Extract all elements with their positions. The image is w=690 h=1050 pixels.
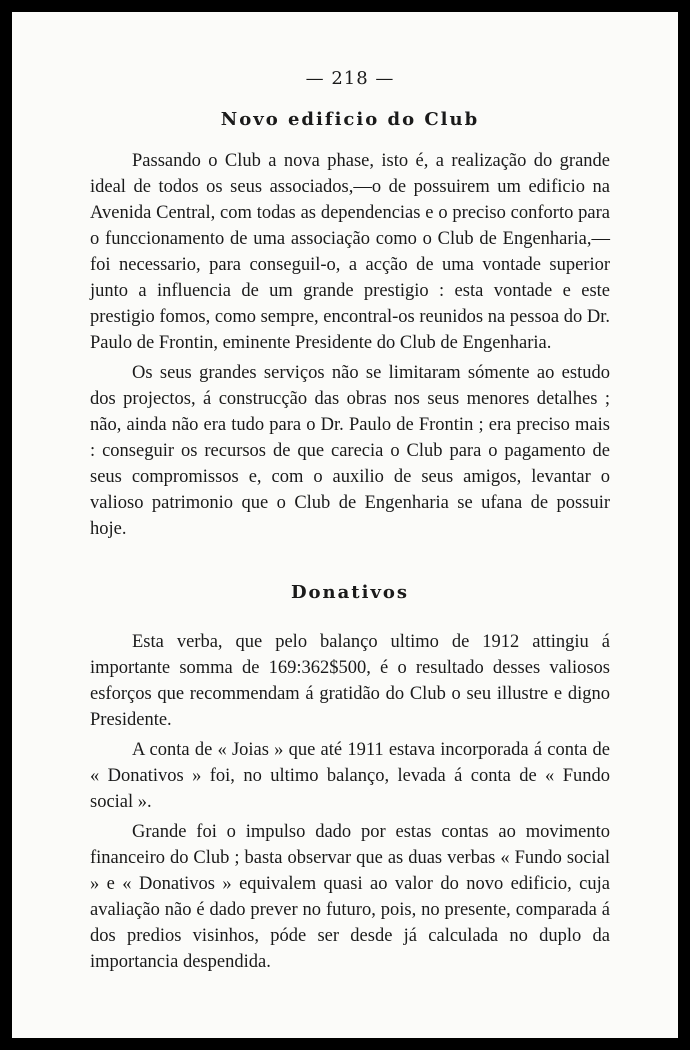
page-content <box>90 68 610 979</box>
paragraph: Grande foi o impulso dado por estas contas ao movimento financeiro do Club ; basta observar que as duas verbas « Fundo social » e « Donativos » equivalem quasi ao valor do novo edificio, cuja avaliação não é dado prever no futuro, pois, no presente, comparada á dos predios visinhos, póde ser desde já calculada no duplo da importancia despendida. <box>90 822 610 972</box>
paragraph: Esta verba, que pelo balanço ultimo de 1912 attingiu á importante somma de 169:362$500, é o resultado desses valiosos esforços que recommendam á gratidão do Club o seu illustre e digno Presidente. <box>90 632 610 730</box>
section-title-donativos: Donativos <box>290 582 410 603</box>
paragraph: Passando o Club a nova phase, isto é, a realização do grande ideal de todos os seus associados,—o de possuirem um edificio na Avenida Central, com todas as dependencias e o preciso conforto para o funccionamento de uma associação como o Club de Engenharia,— foi necessario, para conseguil-o, a acção de uma vontade superior junto a influencia de um grande prestigio : esta vontade e este prestigio fomos, como sempre, encontral-os reunidos na pessoa do Dr. Paulo de Frontin, eminente Presidente do Club de Engenharia. <box>90 151 610 353</box>
section-title-novo-edificio: Novo edificio do Club <box>220 109 480 130</box>
page-number: — 218 — <box>305 68 395 89</box>
paragraph: Os seus grandes serviços não se limitaram sómente ao estudo dos projectos, á construcção das obras nos seus menores detalhes ; não, ainda não era tudo para o Dr. Paulo de Frontin ; era preciso mais : conseguir os recursos de que carecia o Club para o pagamento de seus compromissos e, com o auxilio de seus amigos, levantar o valioso patrimonio que o Club de Engenharia se ufana de possuir hoje. <box>90 363 610 539</box>
paragraph: A conta de « Joias » que até 1911 estava incorporada á conta de « Donativos » foi, no ultimo balanço, levada á conta de « Fundo social ». <box>90 740 610 812</box>
page <box>12 12 678 1038</box>
